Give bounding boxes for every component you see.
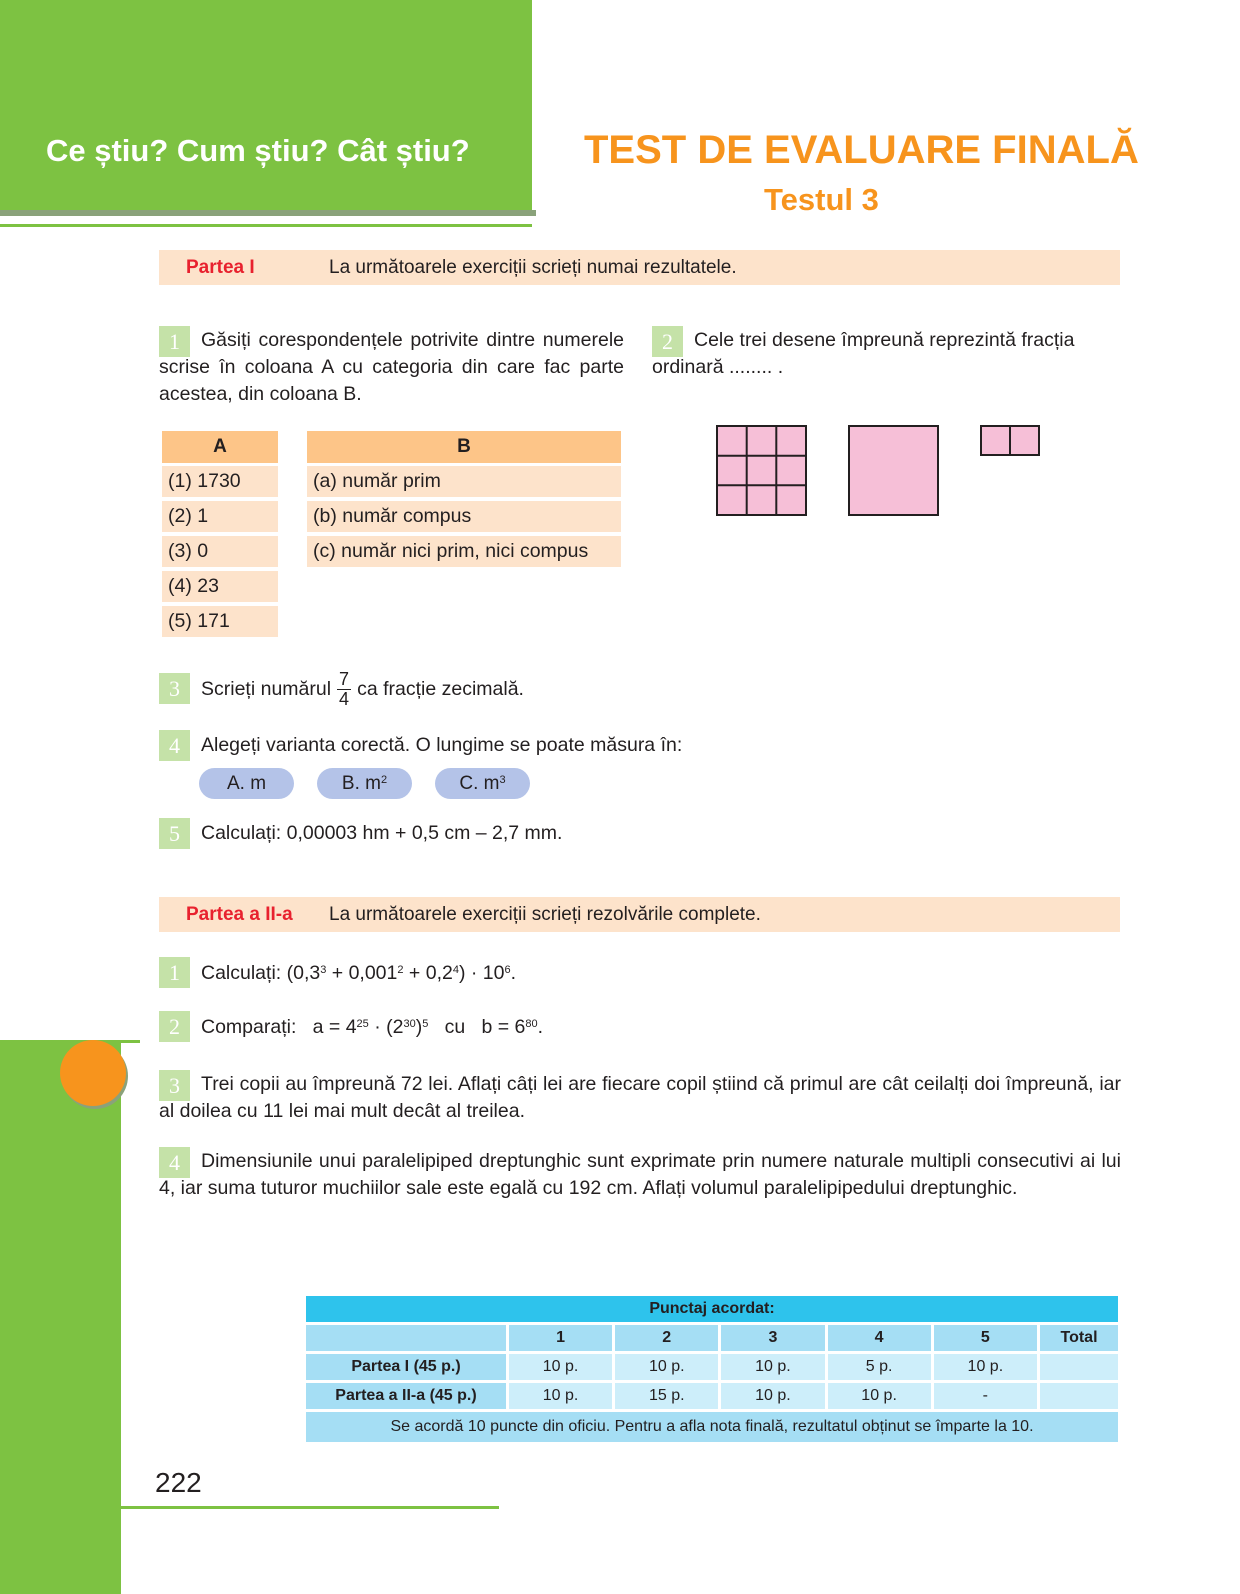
exercise-number: 1: [159, 326, 190, 357]
exercise-number: 5: [159, 818, 190, 849]
score-title: Punctaj acordat:: [306, 1296, 1118, 1322]
score-row-label: Partea a II-a (45 p.): [306, 1383, 506, 1409]
column-a-header: A: [162, 431, 278, 463]
option-a-label: A. m: [226, 773, 267, 794]
option-b-exponent: 2: [380, 774, 388, 786]
column-a-item: (3) 0: [162, 536, 278, 567]
part2-bar: [159, 897, 1120, 932]
part1-ex5-text: Calculați: 0,00003 hm + 0,5 cm – 2,7 mm.: [201, 822, 563, 844]
column-a-item: (2) 1: [162, 501, 278, 532]
score-header: 1: [509, 1325, 612, 1351]
header-shadow: [0, 210, 536, 216]
ex3-text-after: ca fracție zecimală.: [357, 677, 524, 700]
section-slogan: Ce știu? Cum știu? Cât știu?: [46, 133, 470, 168]
part1-ex3-text: [201, 667, 524, 711]
option-c-label: C. m: [459, 773, 500, 794]
exercise-number: 3: [159, 1070, 190, 1101]
column-b-item: (c) număr nici prim, nici compus: [307, 536, 621, 567]
header-green-line: [0, 224, 532, 227]
square-whole: [849, 426, 938, 515]
column-b-header: B: [307, 431, 621, 463]
option-a-pill[interactable]: [199, 768, 294, 799]
column-a-item: (1) 1730: [162, 466, 278, 497]
score-header: 3: [721, 1325, 824, 1351]
test-title: TEST DE EVALUARE FINALĂ: [584, 128, 1139, 172]
part2-instruction: La următoarele exerciții scrieți rezolvările complete.: [329, 904, 761, 925]
ex3-text-before: Scrieți numărul: [201, 677, 332, 700]
column-a-table: [162, 431, 278, 637]
square-nine-parts: [717, 426, 806, 515]
option-c-pill[interactable]: [435, 768, 530, 799]
part2-ex1-text: Calculați: $(0,3^3 + 0,001^2 + 0,2^4) \cdot 10^6$.: [201, 962, 517, 984]
fraction-numerator: 7: [339, 668, 350, 689]
option-c-exponent: 3: [499, 774, 506, 786]
exercise-number: 4: [159, 730, 190, 761]
score-table: [303, 1293, 1121, 1445]
part1-ex1-text: Găsiți corespondențele potrivite dintre numerele scrise în coloana A cu categoria din care fac parte acestea, din coloana B.: [159, 329, 624, 405]
part2-label: Partea a II-a: [186, 904, 293, 925]
fraction: [337, 670, 351, 709]
score-cell: 10 p.: [721, 1383, 824, 1409]
exercise-number: 2: [652, 326, 683, 357]
option-b-label: B. m: [341, 773, 381, 794]
side-green-bar: [0, 1043, 121, 1594]
column-b-item: (b) număr compus: [307, 501, 621, 532]
part1-instruction: La următoarele exerciții scrieți numai rezultatele.: [329, 257, 737, 278]
score-cell: -: [934, 1383, 1037, 1409]
part1-ex2-text: Cele trei desene împreună reprezintă fracția ordinară ........ .: [652, 329, 1075, 378]
part1-label: Partea I: [186, 257, 255, 278]
header-green-block: [0, 0, 532, 210]
rectangle-two-parts: [981, 426, 1039, 455]
test-subtitle: Testul 3: [764, 182, 879, 217]
score-header-total: Total: [1040, 1325, 1118, 1351]
exercise-number: 2: [159, 1011, 190, 1042]
score-cell: 10 p.: [828, 1383, 931, 1409]
score-cell-total: [1040, 1354, 1118, 1380]
score-header-empty: [306, 1325, 506, 1351]
part1-ex4-text: Alegeți varianta corectă. O lungime se poate măsura în:: [201, 734, 683, 756]
part2-ex4-text: Dimensiunile unui paralelipiped dreptunghic sunt exprimate prin numere naturale multipli consecutivi ai lui 4, iar suma tuturor muchiilor sale este egală cu 192 cm. Aflați volumul paralelipipedului dreptunghic.: [159, 1150, 1121, 1199]
score-cell: 10 p.: [509, 1383, 612, 1409]
score-header: 5: [934, 1325, 1037, 1351]
exercise-number: 4: [159, 1147, 190, 1178]
column-a-item: (4) 23: [162, 571, 278, 602]
score-header: 2: [615, 1325, 718, 1351]
score-cell: 15 p.: [615, 1383, 718, 1409]
score-cell-total: [1040, 1383, 1118, 1409]
column-a-item: (5) 171: [162, 606, 278, 637]
score-cell: 10 p.: [509, 1354, 612, 1380]
part1-bar: [159, 250, 1120, 285]
part2-ex2-text: Comparați: $a = 4^{25} \cdot (2^{30})^5$ cu $b = 6^{80}$.: [201, 1016, 544, 1038]
option-b-pill[interactable]: [317, 768, 412, 799]
fraction-denominator: 4: [339, 688, 350, 709]
score-row-label: Partea I (45 p.): [306, 1354, 506, 1380]
score-cell: 10 p.: [934, 1354, 1037, 1380]
score-cell: 10 p.: [615, 1354, 718, 1380]
orange-circle-decoration: [60, 1040, 126, 1106]
exercise-number: 1: [159, 957, 190, 988]
part2-ex3-text: Trei copii au împreună 72 lei. Aflați câți lei are fiecare copil știind că primul are cât ceilalți doi împreună, iar al doilea cu 11 lei mai mult decât al treilea.: [159, 1073, 1121, 1122]
score-header: 4: [828, 1325, 931, 1351]
score-footer: Se acordă 10 puncte din oficiu. Pentru a afla nota finală, rezultatul obținut se împarte la 10.: [306, 1412, 1118, 1442]
column-b-item: (a) număr prim: [307, 466, 621, 497]
score-cell: 10 p.: [721, 1354, 824, 1380]
score-cell: 5 p.: [828, 1354, 931, 1380]
footer-green-line: [121, 1506, 499, 1509]
fraction-drawings: [716, 425, 1056, 520]
column-b-table: [307, 431, 621, 567]
page-number: 222: [155, 1467, 202, 1498]
exercise-number: 3: [159, 673, 190, 704]
